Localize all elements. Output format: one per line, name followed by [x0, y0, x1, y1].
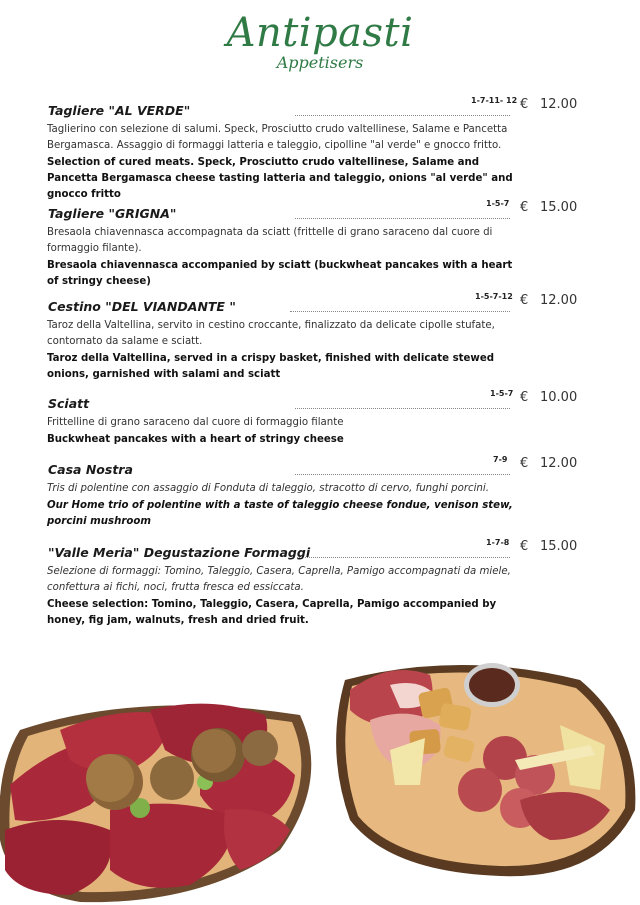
item-name: Tagliere "GRIGNA" — [48, 206, 177, 221]
section-title: Antipasti — [226, 10, 414, 56]
description-italian: Taroz della Valtellina, servito in cestino croccante, finalizzato da delicate cipolle stufate, contornato da salame e sciatt. — [47, 320, 495, 347]
description-italian: Frittelline di grano saraceno dal cuore di formaggio filante — [47, 417, 344, 428]
description-english: Cheese selection: Tomino, Taleggio, Casera, Caprella, Pamigo accompanied by honey, fig jam, walnuts, fresh and dried fruit. — [47, 599, 497, 626]
allergen-codes: 1-5-7 — [486, 199, 510, 208]
section-subtitle: Appetisers — [276, 53, 364, 72]
description-italian: Bresaola chiavennasca accompagnata da sciatt (frittelle di grano saraceno dal cuore di formaggio filante). — [47, 227, 493, 254]
item-price: € 12.00 — [520, 97, 578, 112]
item-name: Casa Nostra — [48, 462, 133, 477]
description-english: Taroz della Valtellina, served in a crispy basket, finished with delicate stewed onions, garnished with salami and sciatt — [47, 353, 495, 380]
dot-leader — [295, 115, 510, 116]
menu-item-sciatt — [47, 389, 578, 448]
description-italian: Tris di polentine con assaggio di Fonduta di taleggio, stracotto di cervo, funghi porcini. — [47, 483, 489, 494]
allergen-codes: 7-9 — [493, 455, 508, 464]
menu-header — [0, 10, 640, 72]
allergen-codes: 1-5-7 — [490, 389, 514, 398]
dot-leader — [297, 557, 510, 558]
allergen-codes: 1-7-8 — [486, 538, 510, 547]
menu-item-valle-meria — [47, 538, 578, 629]
dot-leader — [295, 218, 510, 219]
bresaola-sciatt-board-photo — [0, 690, 320, 905]
dot-leader — [295, 474, 510, 475]
description-italian: Taglierino con selezione di salumi. Speck, Prosciutto crudo valtellinese, Salame e Pancetta Bergamasca. Assaggio di formaggi latteria e taleggio, cipolline "al verde" e gnocco fritto. — [47, 124, 508, 151]
menu-item-casa-nostra — [47, 455, 578, 530]
menu-item-grigna — [47, 199, 578, 290]
description-english: Selection of cured meats. Speck, Prosciutto crudo valtellinese, Salame and Pancetta Bergamasca cheese tasting latteria and taleggio, onions "al verde" and gnocco fritto — [47, 157, 513, 200]
item-name: Sciatt — [48, 396, 90, 411]
allergen-codes: 1-7-11- 12 — [471, 96, 518, 105]
allergen-codes: 1-5-7-12 — [475, 292, 513, 301]
item-name: "Valle Meria" Degustazione Formaggi — [48, 545, 311, 560]
item-price: € 15.00 — [520, 539, 578, 554]
dot-leader — [295, 408, 510, 409]
description-english: Our Home trio of polentine with a taste of taleggio cheese fondue, venison stew, porcini mushroom — [47, 500, 513, 527]
item-price: € 12.00 — [520, 293, 578, 308]
item-price: € 10.00 — [520, 390, 578, 405]
description-italian: Selezione di formaggi: Tomino, Taleggio, Casera, Caprella, Pamigo accompagnati da miele, confettura ai fichi, noci, frutta fresca ed essiccata. — [47, 566, 511, 593]
item-price: € 15.00 — [520, 200, 578, 215]
description-english: Buckwheat pancakes with a heart of stringy cheese — [47, 434, 344, 445]
item-name: Cestino "DEL VIANDANTE " — [48, 299, 236, 314]
menu-item-al-verde — [47, 96, 578, 203]
item-name: Tagliere "AL VERDE" — [48, 103, 191, 118]
item-price: € 12.00 — [520, 456, 578, 471]
cured-meats-cheese-board-photo — [330, 650, 640, 880]
dot-leader — [290, 311, 510, 312]
menu-item-del-viandante — [47, 292, 578, 383]
description-english: Bresaola chiavennasca accompanied by sciatt (buckwheat pancakes with a heart of stringy cheese) — [47, 260, 513, 287]
